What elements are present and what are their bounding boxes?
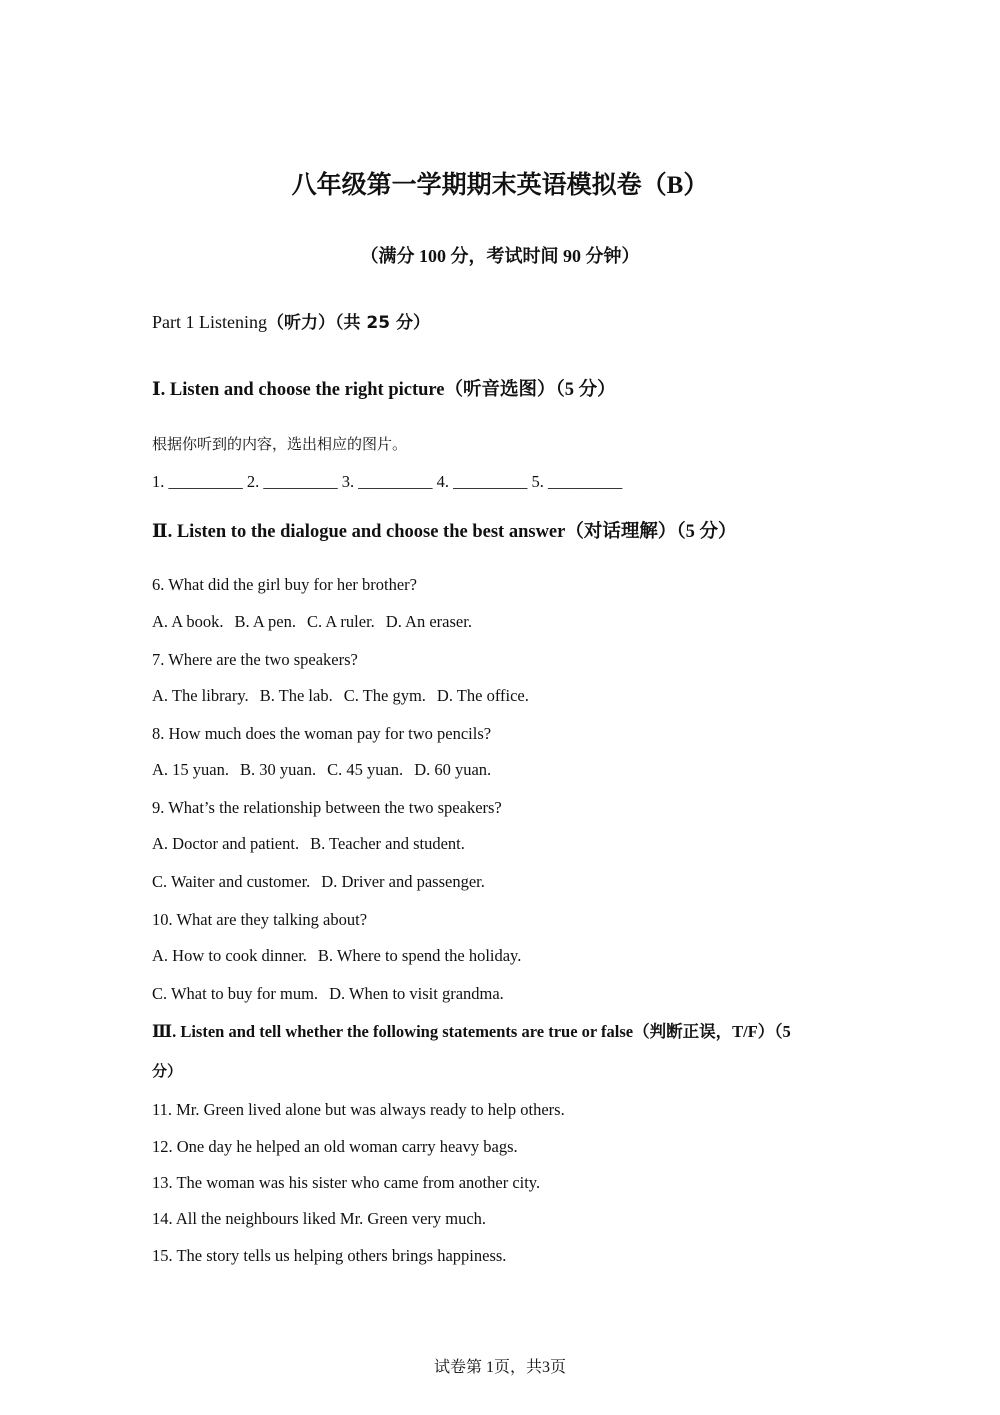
option: C. A ruler. <box>306 612 375 631</box>
statement-12: 12. One day he helped an old woman carry heavy bags. <box>152 1137 518 1156</box>
option: D. An eraser. <box>385 612 472 631</box>
question-6: 6. What did the girl buy for her brother? <box>152 575 417 594</box>
option: D. 60 yuan. <box>414 760 492 779</box>
option: C. Waiter and customer. <box>152 872 311 891</box>
section-heading-1: Ⅰ. Listen and choose the right picture（听音选图）（5 分） <box>152 380 616 400</box>
option: D. When to visit grandma. <box>329 984 504 1003</box>
question-9: 9. What’s the relationship between the two speakers? <box>152 798 502 817</box>
section-heading-2: Ⅱ. Listen to the dialogue and choose the best answer（对话理解）（5 分） <box>152 522 737 542</box>
option: B. The lab. <box>259 686 333 705</box>
option: A. How to cook dinner. <box>152 946 307 965</box>
options-7 <box>152 684 540 708</box>
option: B. Where to spend the holiday. <box>317 946 522 965</box>
question-7: 7. Where are the two speakers? <box>152 650 358 669</box>
options-10b <box>152 982 515 1006</box>
question-8: 8. How much does the woman pay for two pencils? <box>152 724 492 743</box>
option: A. Doctor and patient. <box>152 834 300 853</box>
part-label: Part 1 Listening <box>152 312 267 332</box>
option: C. The gym. <box>343 686 426 705</box>
statement-11: 11. Mr. Green lived alone but was always ready to help others. <box>152 1100 565 1119</box>
option: B. 30 yuan. <box>240 760 317 779</box>
options-10a <box>152 944 532 968</box>
statement-14: 14. All the neighbours liked Mr. Green very much. <box>152 1209 487 1228</box>
statement-13: 13. The woman was his sister who came from another city. <box>152 1173 541 1192</box>
option: B. A pen. <box>234 612 296 631</box>
section-instruction: 根据你听到的内容，选出相应的图片。 <box>152 435 408 453</box>
part-heading <box>152 309 430 336</box>
option: D. Driver and passenger. <box>321 872 485 891</box>
options-8 <box>152 758 502 782</box>
option: C. What to buy for mum. <box>152 984 319 1003</box>
answer-blanks: 1. _________ 2. _________ 3. _________ 4. _________ 5. _________ <box>152 472 623 491</box>
page-footer: 试卷第 1页，共3页 <box>433 1359 566 1376</box>
options-9b <box>152 870 496 894</box>
section-heading-3-cont: 分） <box>152 1062 183 1080</box>
statement-15: 15. The story tells us helping others brings happiness. <box>152 1246 507 1265</box>
exam-info: （满分 100 分，考试时间 90 分钟） <box>360 246 640 266</box>
part-label-cn: （听力）（共 25 分） <box>267 313 430 333</box>
option: B. Teacher and student. <box>310 834 465 853</box>
option: A. A book. <box>152 612 224 631</box>
question-10: 10. What are they talking about? <box>152 910 368 929</box>
option: D. The office. <box>436 686 529 705</box>
option: A. 15 yuan. <box>152 760 229 779</box>
option: C. 45 yuan. <box>327 760 404 779</box>
page-title: 八年级第一学期期末英语模拟卷（B） <box>291 172 709 199</box>
options-6 <box>152 610 483 634</box>
section-heading-3: Ⅲ. Listen and tell whether the following statements are true or false（判断正误，T/F）（5 <box>152 1022 791 1041</box>
options-9a <box>152 832 476 856</box>
option: A. The library. <box>152 686 249 705</box>
